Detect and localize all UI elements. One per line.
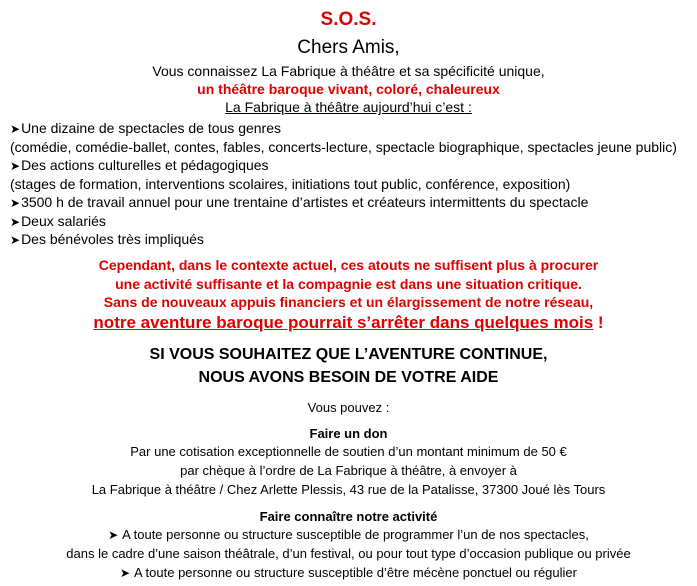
arrow-bullet-icon: ➤ <box>10 122 21 136</box>
don-line: Par une cotisation exceptionnelle de soutien d’un montant minimum de 50 € <box>130 444 567 459</box>
activite-line <box>0 566 697 581</box>
list-item-text: Des bénévoles très impliqués <box>21 231 204 247</box>
sos-title: S.O.S. <box>320 9 377 30</box>
activite-line: dans le cadre d’une saison théâtrale, d’un festival, ou pour tout type d’occasion publique ou privée <box>66 546 631 561</box>
warning-line: Cependant, dans le contexte actuel, ces atouts ne suffisent plus à procurer <box>98 257 599 273</box>
arrow-bullet-icon: ➤ <box>10 215 21 229</box>
intro-line: Vous connaissez La Fabrique à théâtre et sa spécificité unique, <box>152 63 545 79</box>
list-item-text: Une dizaine de spectacles de tous genres <box>21 120 282 136</box>
arrow-bullet-icon: ➤ <box>120 566 131 580</box>
list-item-text: 3500 h de travail annuel pour une trentaine d’artistes et créateurs intermittents du spectacle <box>21 194 589 210</box>
arrow-bullet-icon: ➤ <box>10 159 21 173</box>
activite-line-text: A toute personne ou structure susceptible d’être mécène ponctuel ou régulier <box>133 565 577 580</box>
warning-line: Sans de nouveaux appuis financiers et un élargissement de notre réseau, <box>103 294 594 310</box>
arrow-bullet-icon: ➤ <box>10 233 21 247</box>
today-heading: La Fabrique à théâtre aujourd’hui c’est : <box>225 99 472 115</box>
vous-pouvez: Vous pouvez : <box>307 400 390 415</box>
don-address: La Fabrique à théâtre / Chez Arlette Plessis, 43 rue de la Patalisse, 37300 Joué lès Tours <box>91 482 606 497</box>
warning-line: une activité suffisante et la compagnie est dans une situation critique. <box>115 276 582 292</box>
list-item <box>10 120 281 137</box>
activite-heading: Faire connaître notre activité <box>259 509 438 524</box>
arrow-bullet-icon: ➤ <box>10 196 21 210</box>
appeal-line: NOUS AVONS BESOIN DE VOTRE AIDE <box>198 369 499 386</box>
don-heading: Faire un don <box>309 426 388 441</box>
warning-emphasis <box>0 313 697 333</box>
don-line: par chèque à l’ordre de La Fabrique à théâtre, à envoyer à <box>180 463 517 478</box>
list-item <box>10 157 269 174</box>
list-item <box>10 231 204 248</box>
greeting: Chers Amis, <box>297 37 400 58</box>
warning-emphasis-text: notre aventure baroque pourrait s’arrêter dans quelques mois <box>93 313 594 332</box>
activite-line <box>0 528 697 543</box>
list-note: (comédie, comédie-ballet, contes, fables, concerts-lecture, spectacle biographique, spectacles jeune public) <box>10 139 677 155</box>
warning-emphasis-end: ! <box>593 313 604 332</box>
list-item <box>10 194 588 211</box>
list-item-text: Deux salariés <box>21 213 106 229</box>
list-item <box>10 213 106 230</box>
list-item-text: Des actions culturelles et pédagogiques <box>21 157 269 173</box>
arrow-bullet-icon: ➤ <box>108 528 119 542</box>
tagline: un théâtre baroque vivant, coloré, chaleureux <box>197 81 500 97</box>
activite-line-text: A toute personne ou structure susceptible de programmer l’un de nos spectacles, <box>122 527 589 542</box>
list-note: (stages de formation, interventions scolaires, initiations tout public, conférence, exposition) <box>10 176 571 192</box>
appeal-line: SI VOUS SOUHAITEZ QUE L’AVENTURE CONTINUE, <box>149 346 548 363</box>
